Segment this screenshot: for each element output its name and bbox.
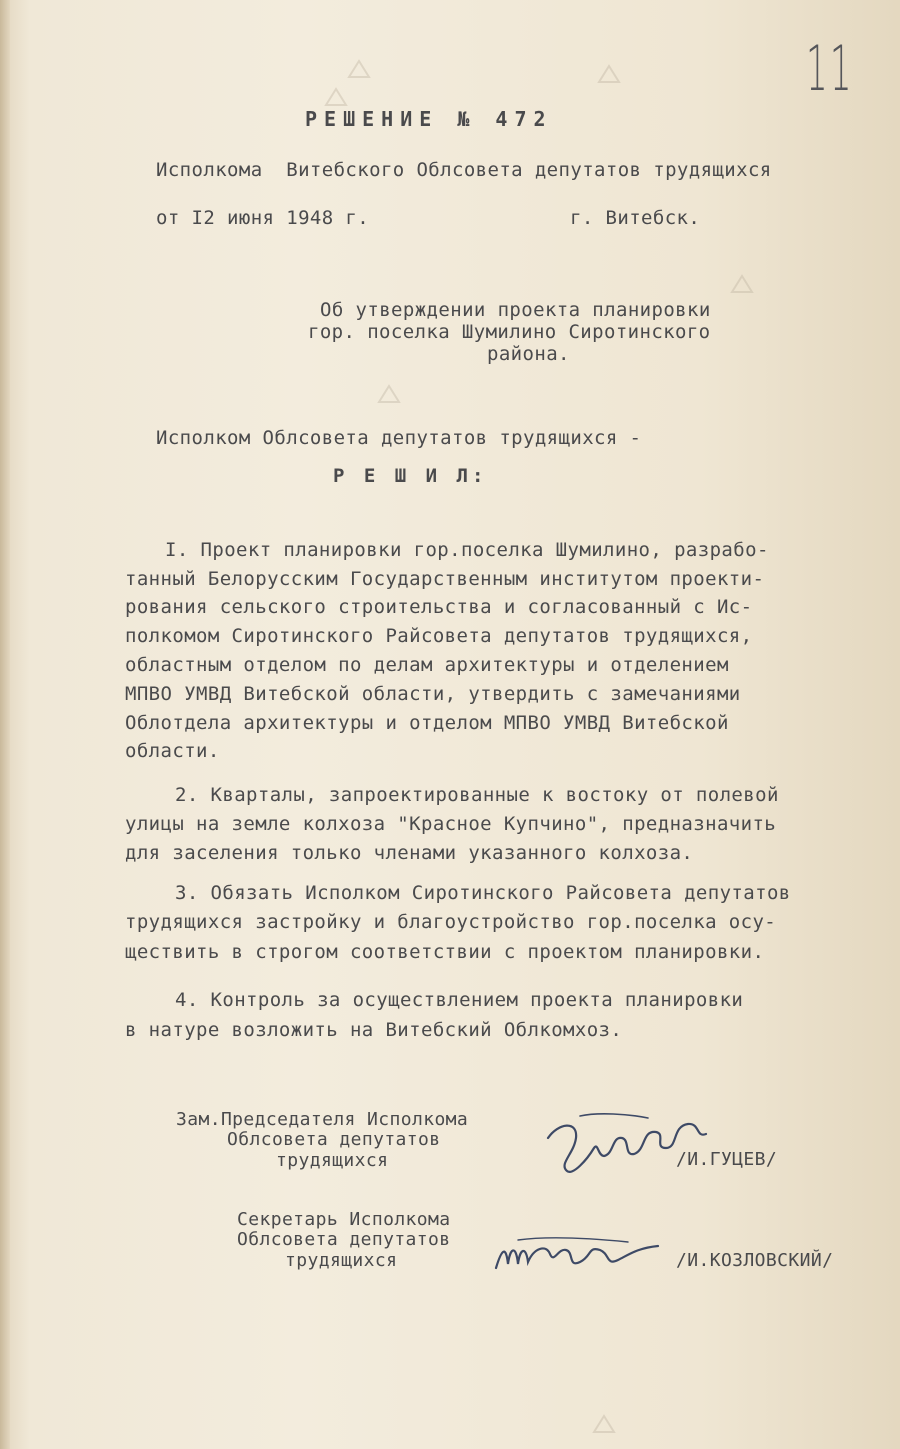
archive-watermark-icon	[595, 60, 623, 88]
archive-watermark-icon	[345, 55, 373, 83]
signatory-position-line: трудящихся	[285, 1250, 398, 1271]
archive-watermark-icon	[728, 270, 756, 298]
item-1-line: области.	[125, 740, 220, 762]
item-2-line: улицы на земле колхоза "Красное Купчино", предназначить	[125, 813, 777, 835]
document-date: от I2 июня 1948 г.	[156, 207, 370, 229]
item-4-line: в натуре возложить на Витебский Облкомхоз.	[125, 1019, 623, 1041]
handwritten-signature-2	[488, 1218, 668, 1288]
document-title: РЕШЕНИЕ № 472	[305, 107, 553, 131]
decided-heading: Р Е Ш И Л:	[333, 465, 488, 487]
subject-line: гор. поселка Шумилино Сиротинского	[308, 321, 711, 343]
preamble-line: Исполком Облсовета депутатов трудящихся -	[156, 427, 642, 449]
item-2-line: 2. Кварталы, запроектированные к востоку от полевой	[175, 784, 779, 806]
item-1-line: I. Проект планировки гор.поселка Шумилино, разрабо-	[165, 539, 769, 561]
signatory-position-line: Секретарь Исполкома	[237, 1209, 451, 1230]
archive-watermark-icon	[590, 1410, 618, 1438]
item-1-line: танный Белорусским Государственным институтом проекти-	[125, 568, 765, 590]
subject-line: Об утверждении проекта планировки	[320, 299, 711, 321]
item-1-line: рования сельского строительства и согласованный с Ис-	[125, 596, 753, 618]
folio-number: 11	[806, 32, 854, 105]
signatory-name: /И.КОЗЛОВСКИЙ/	[676, 1250, 834, 1271]
signatory-position-line: Зам.Председателя Исполкома	[176, 1109, 469, 1130]
item-4-line: 4. Контроль за осуществлением проекта планировки	[175, 989, 744, 1011]
document-city: г. Витебск.	[570, 207, 701, 229]
subject-line: района.	[487, 343, 570, 365]
item-1-line: областным отделом по делам архитектуры и отделением	[125, 654, 729, 676]
item-3-line: 3. Обязать Исполком Сиротинского Райсовета депутатов	[175, 882, 791, 904]
item-3-line: ществить в строгом соответствии с проектом планировки.	[125, 941, 765, 963]
item-1-line: полкомом Сиротинского Райсовета депутатов трудящихся,	[125, 625, 753, 647]
signatory-position-line: трудящихся	[276, 1150, 389, 1171]
item-1-line: МПВО УМВД Витебской области, утвердить с замечаниями	[125, 683, 741, 705]
signatory-position-line: Облсовета депутатов	[227, 1129, 441, 1150]
archive-watermark-icon	[375, 380, 403, 408]
page-edge	[0, 0, 10, 1449]
issuer-line: Исполкома Витебского Облсовета депутатов трудящихся	[156, 159, 772, 181]
signatory-name: /И.ГУЦЕВ/	[676, 1149, 778, 1170]
item-3-line: трудящихся застройку и благоустройство гор.поселка осу-	[125, 911, 777, 933]
signatory-position-line: Облсовета депутатов	[237, 1229, 451, 1250]
item-2-line: для заселения только членами указанного колхоза.	[125, 842, 694, 864]
item-1-line: Облотдела архитектуры и отделом МПВО УМВД Витебской	[125, 712, 729, 734]
